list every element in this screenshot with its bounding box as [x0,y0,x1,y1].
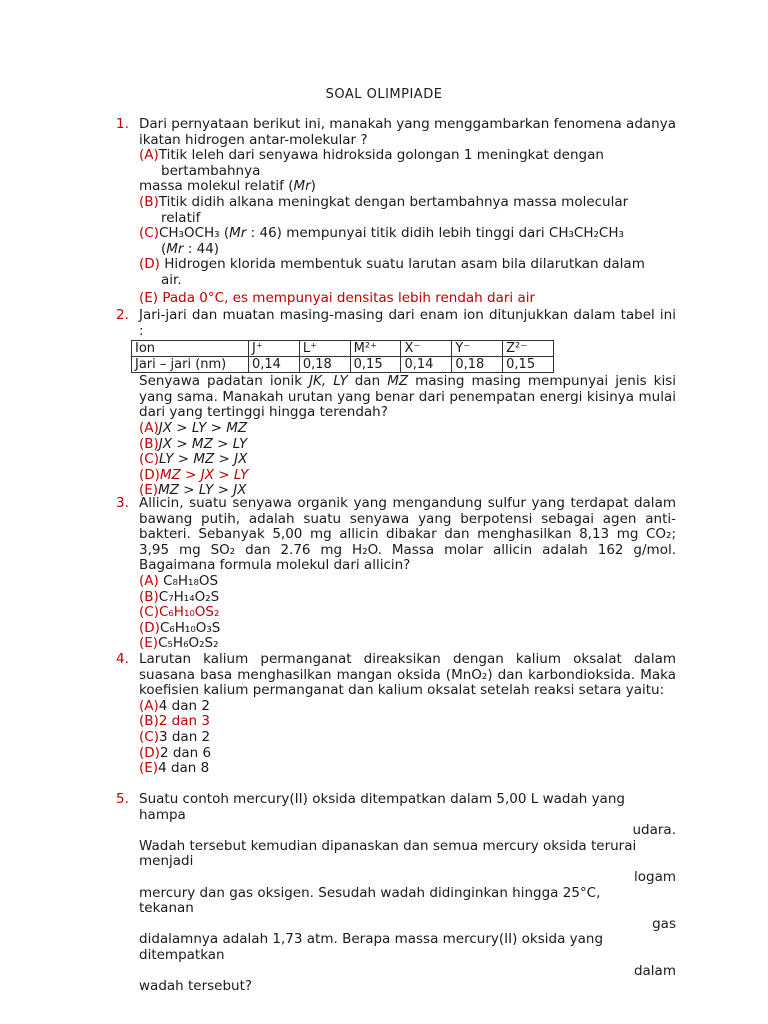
question-stem: Allicin, suatu senyawa organik yang mengandung sulfur yang terdapat dalam bawang putih, adalah suatu senyawa yang berpotensi sebagai agen anti-bakteri. Sebanyak 5,00 mg allicin dibakar dan menghasilkan 8,13 mg CO₂; 3,95 mg SO₂ dan 2.76 mg H₂O. Massa molar allicin adalah 162 g/mol. Bagaimana formula molekul dari allicin? [139,495,676,574]
question-1 [116,117,676,306]
option-d: (D) Hidrogen klorida membentuk suatu larutan asam bila dilarutkan dalam air. [139,256,645,288]
table-cell: Z²⁻ [503,341,554,357]
option-a: (A) C₈H₁₈OS [139,572,219,589]
option-c: (C)LY > MZ > JX [139,451,248,468]
table-cell: 0,18 [452,357,503,373]
table-cell: Y⁻ [452,341,503,357]
question-number: 4. [116,651,129,667]
option-e: (E)C₅H₆O₂S₂ [139,635,219,652]
stem-line: menjadi [139,853,194,870]
option-c: (C)CH₃OCH₃ (Mr : 46) mempunyai titik didih lebih tinggi dari CH₃CH₂CH₃ (Mr : 44) [139,225,624,257]
stem-line: dalam [633,962,676,979]
stem-line: mercury dan gas oksigen. Sesudah wadah didinginkan hingga 25°C, [139,884,601,901]
table-cell: X⁻ [401,341,452,357]
table-cell: 0,15 [350,357,401,373]
option-b-answer: (B)2 dan 3 [139,713,210,730]
option-b: (B)Titik didih alkana meningkat dengan bertambahnya massa molecular relatif [139,193,629,226]
question-stem-continued: Senyawa padatan ionik JK, LY dan MZ masing masing mempunyai jenis kisi yang sama. Manakah urutan yang benar dari penempatan energi kisinya mulai dari yang tertinggi hingga terendah? [139,373,676,421]
question-number: 1. [116,116,129,132]
ion-table [131,340,554,373]
table-cell: L⁺ [299,341,350,357]
table-cell: 0,14 [249,357,300,373]
question-number: 3. [116,495,129,511]
question-4 [116,652,676,777]
option-e-answer: (E) Pada 0°C, es mempunyai densitas lebih rendah dari air [139,289,536,306]
stem-line: logam [633,868,676,885]
table-cell: Ion [132,341,249,357]
option-b: (B)C₇H₁₄O₂S [139,588,220,605]
table-row [132,357,554,373]
question-3 [116,496,676,652]
table-cell: J⁺ [249,341,300,357]
table-cell: 0,18 [299,357,350,373]
table-cell: 0,15 [503,357,554,373]
stem-line: Wadah tersebut kemudian dipanaskan dan semua mercury oksida terurai [139,837,637,854]
table-cell: Jari – jari (nm) [132,357,249,373]
option-c-answer: (C)C₆H₁₀OS₂ [139,604,220,621]
option-d-answer: (D)MZ > JX > LY [139,466,249,483]
table-cell: M²⁺ [350,341,401,357]
question-2 [116,308,676,499]
stem-line: wadah tersebut? [139,978,253,995]
question-5 [116,792,676,995]
question-number: 5. [116,791,129,807]
option-a: (A)4 dan 2 [139,697,210,714]
option-d: (D)C₆H₁₀O₃S [139,619,221,636]
stem-line: udara. [632,822,676,839]
stem-line: Suatu contoh mercury(II) oksida ditempatkan dalam 5,00 L wadah yang [139,791,625,807]
question-stem: Larutan kalium permanganat direaksikan dengan kalium oksalat dalam suasana basa menghasilkan mangan oksida (MnO₂) dan karbondioksida. Maka koefisien kalium permanganat dan kalium oksalat setelah reaksi setara yaitu: [139,651,676,699]
table-cell: 0,14 [401,357,452,373]
question-stem: Jari-jari dan muatan masing-masing dari enam ion ditunjukkan dalam tabel ini : [139,307,676,339]
option-d: (D)2 dan 6 [139,744,212,761]
option-b: (B)JX > MZ > LY [139,435,248,452]
option-c: (C)3 dan 2 [139,728,211,745]
question-number: 2. [116,307,129,323]
stem-line: ditempatkan [139,946,225,963]
option-e: (E)4 dan 8 [139,760,210,777]
stem-line: gas [652,915,676,932]
question-stem: Dari pernyataan berikut ini, manakah yang menggambarkan fenomena adanya ikatan hidrogen antar-molekular ? [139,116,676,148]
page-title: SOAL OLIMPIADE [325,87,443,102]
option-a: (A)Titik leleh dari senyawa hidroksida golongan 1 meningkat dengan bertambahnya massa molekul relatif (Mr) [139,147,604,195]
stem-line: hampa [139,806,186,823]
stem-line: tekanan [139,900,194,917]
option-a: (A)JX > LY > MZ [139,419,248,436]
option-e: (E)MZ > LY > JX [139,482,247,499]
stem-line: didalamnya adalah 1,73 atm. Berapa massa mercury(II) oksida yang [139,931,604,948]
table-header-row [132,341,554,357]
